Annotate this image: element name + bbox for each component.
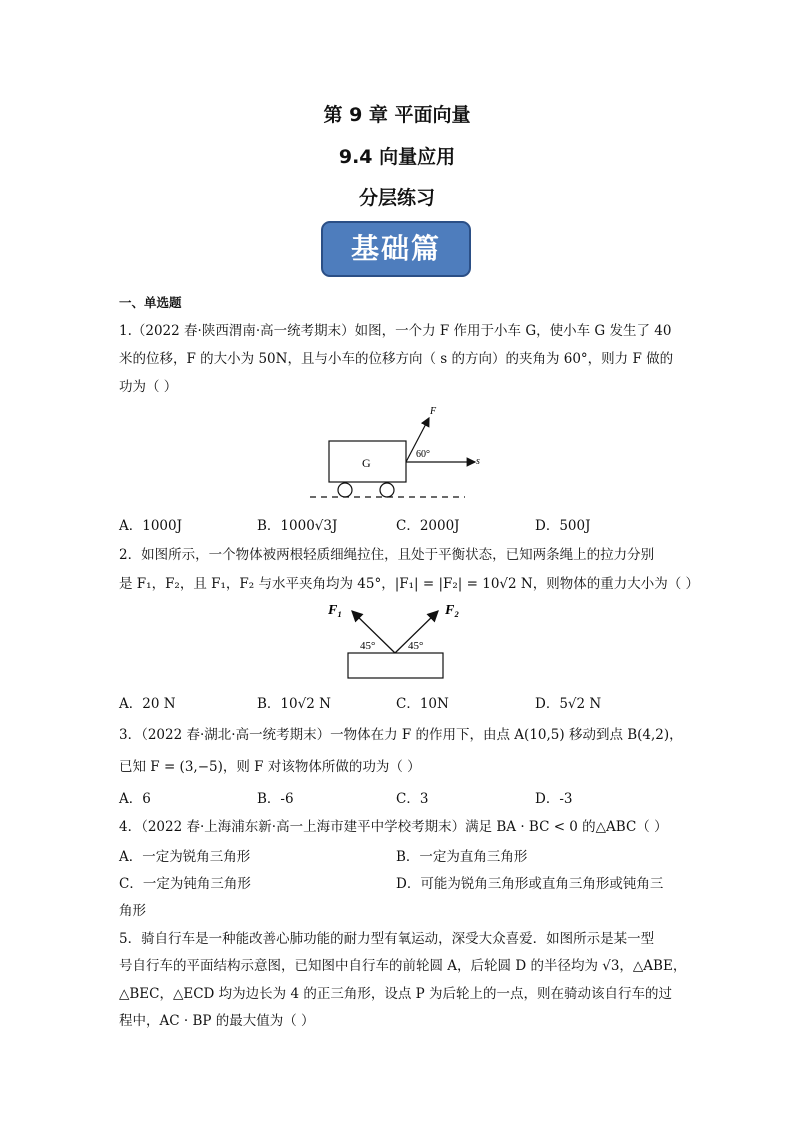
q4-option-d-continued: 角形 [119, 903, 146, 919]
q1-line2: 米的位移，F 的大小为 50N，且与小车的位移方向（ s 的方向）的夹角为 60°，则力 F 做的 [119, 351, 674, 367]
basic-level-badge: 基础篇 [321, 221, 471, 277]
cart-label: G [362, 456, 371, 470]
q5-line2: 号自行车的平面结构示意图，已知图中自行车的前轮圆 A，后轮圆 D 的半径均为 √3，△ABE， [119, 958, 687, 974]
f1-label: F₁ [328, 603, 343, 618]
subtitle: 分层练习 [358, 187, 435, 209]
section-label: 一、单选题 [119, 295, 182, 310]
q1-option-b: B．1000√3J [257, 518, 338, 534]
q2-ropes-figure [320, 598, 470, 683]
cart-wheel-right [380, 483, 394, 497]
f2-label: F₂ [445, 603, 460, 618]
q2-line1: 2．如图所示，一个物体被两根轻质细绳拉住，且处于平衡状态，已知两条绳上的拉力分别 [119, 547, 655, 563]
q2-option-b: B．10√2 N [257, 696, 331, 712]
chapter-title: 第 9 章 平面向量 [323, 104, 471, 126]
q1-option-d: D．500J [535, 518, 591, 534]
force-label: F [430, 406, 437, 417]
angle-left-label: 45° [360, 640, 376, 652]
q4-option-d: D．可能为锐角三角形或直角三角形或钝角三 [396, 876, 664, 892]
q4-option-c: C．一定为钝角三角形 [119, 876, 251, 892]
q4-option-b: B．一定为直角三角形 [396, 849, 528, 865]
q1-option-c: C．2000J [396, 518, 460, 534]
q2-line2: 是 F₁，F₂，且 F₁，F₂ 与水平夹角均为 45°，|F₁| = |F₂| = 10√2 N，则物体的重力大小为（ ） [119, 576, 700, 592]
q3-line2: 已知 F = (3,−5)，则 F 对该物体所做的功为（ ） [119, 759, 421, 775]
q2-option-a: A．20 N [119, 696, 176, 712]
q2-option-c: C．10N [396, 696, 449, 712]
q1-option-a: A．1000J [119, 518, 183, 534]
q1-cart-figure [300, 400, 480, 505]
q5-line1: 5．骑自行车是一种能改善心肺功能的耐力型有氧运动，深受大众喜爱．如图所示是某一型 [119, 931, 655, 947]
q2-option-d: D．5√2 N [535, 696, 602, 712]
q3-option-c: C．3 [396, 791, 429, 807]
displacement-label: s [476, 456, 480, 467]
object-block [348, 653, 443, 678]
q1-line1: 1.（2022 春·陕西渭南·高一统考期末）如图，一个力 F 作用于小车 G，使小车 G 发生了 40 [119, 323, 672, 339]
q4-option-a: A．一定为锐角三角形 [119, 849, 251, 865]
q5-line3: △BEC，△ECD 均为边长为 4 的正三角形，设点 P 为后轮上的一点，则在骑动该自行车的过 [119, 986, 673, 1002]
q1-line3: 功为（ ） [119, 379, 178, 395]
q5-line4: 程中，AC · BP 的最大值为（ ） [119, 1013, 315, 1029]
q3-option-b: B．-6 [257, 791, 294, 807]
angle-label: 60° [416, 449, 430, 460]
q3-line1: 3．（2022 春·湖北·高一统考期末）一物体在力 F 的作用下，由点 A(10,5) 移动到点 B(4,2)， [119, 727, 683, 743]
cart-wheel-left [338, 483, 352, 497]
q3-option-a: A．6 [119, 791, 151, 807]
q4-line1: 4．（2022 春·上海浦东新·高一上海市建平中学校考期末）满足 BA · BC < 0 的△ABC（ ） [119, 819, 668, 835]
q3-option-d: D．-3 [535, 791, 573, 807]
section-title: 9.4 向量应用 [338, 146, 456, 168]
angle-right-label: 45° [408, 640, 424, 652]
